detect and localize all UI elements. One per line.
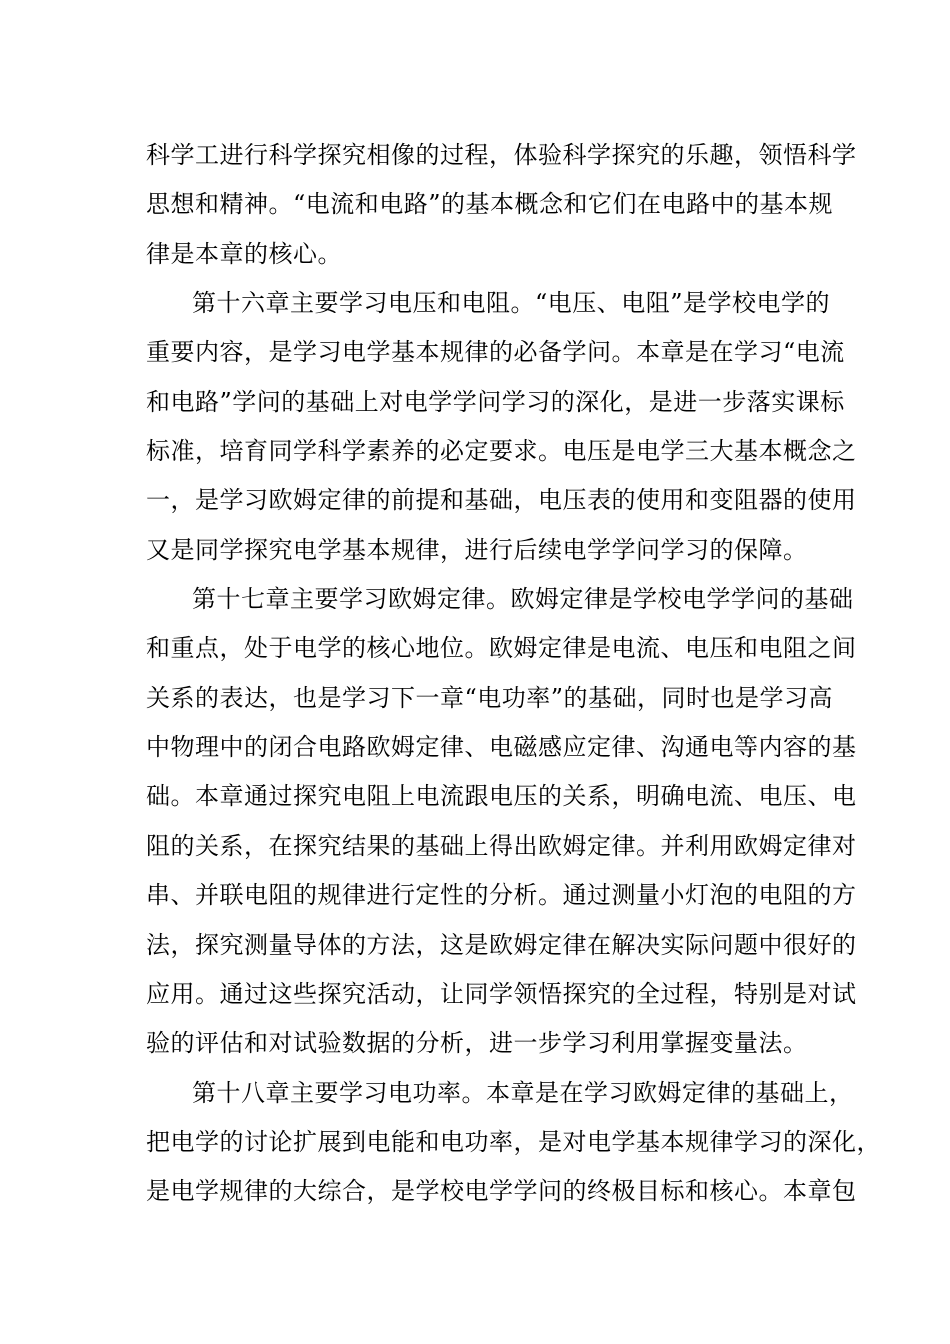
paragraph-3-line-9: 应用。通过这些探究活动，让同学领悟探究的全过程，特别是对试 [146,979,857,1008]
paragraph-3-line-1: 第十七章主要学习欧姆定律。欧姆定律是学校电学学问的基础 [192,585,854,614]
paragraph-1-line-3: 律是本章的核心。 [146,239,342,268]
paragraph-2-line-2: 重要内容，是学习电学基本规律的必备学问。本章是在学习“电流 [146,338,845,367]
paragraph-3-line-3: 关系的表达，也是学习下一章“电功率”的基础，同时也是学习高 [146,683,834,712]
paragraph-3-line-8: 法，探究测量导体的方法，这是欧姆定律在解决实际问题中很好的 [146,930,857,959]
paragraph-1-line-2: 思想和精神。“电流和电路”的基本概念和它们在电路中的基本规 [146,190,834,219]
paragraph-2-line-3: 和电路”学问的基础上对电学学问学习的深化，是进一步落实课标 [146,387,845,416]
paragraph-3-line-7: 串、并联电阻的规律进行定性的分析。通过测量小灯泡的电阻的方 [146,881,857,910]
paragraph-4-line-1: 第十八章主要学习电功率。本章是在学习欧姆定律的基础上， [192,1078,854,1107]
paragraph-3-line-2: 和重点，处于电学的核心地位。欧姆定律是电流、电压和电阻之间 [146,634,857,663]
paragraph-2-line-1: 第十六章主要学习电压和电阻。“电压、电阻”是学校电学的 [192,289,831,318]
paragraph-2-line-5: 一，是学习欧姆定律的前提和基础，电压表的使用和变阻器的使用 [146,486,857,515]
body-text [146,131,881,1217]
paragraph-1-line-1: 科学工进行科学探究相像的过程，体验科学探究的乐趣，领悟科学 [146,141,857,169]
paragraph-2-line-6: 又是同学探究电学基本规律，进行后续电学学问学习的保障。 [146,535,808,564]
paragraph-3-line-5: 础。本章通过探究电阻上电流跟电压的关系，明确电流、电压、电 [146,782,857,811]
paragraph-4-line-2: 把电学的讨论扩展到电能和电功率，是对电学基本规律学习的深化， [146,1127,881,1156]
paragraph-3-line-6: 阻的关系，在探究结果的基础上得出欧姆定律。并利用欧姆定律对 [146,831,857,860]
paragraph-3-line-10: 验的评估和对试验数据的分析，进一步学习利用掌握变量法。 [146,1029,808,1058]
paragraph-4-line-3: 是电学规律的大综合，是学校电学学问的终极目标和核心。本章包 [146,1177,857,1206]
paragraph-2-line-4: 标准，培育同学科学素养的必定要求。电压是电学三大基本概念之 [146,437,857,466]
paragraph-3-line-4: 中物理中的闭合电路欧姆定律、电磁感应定律、沟通电等内容的基 [146,733,857,762]
